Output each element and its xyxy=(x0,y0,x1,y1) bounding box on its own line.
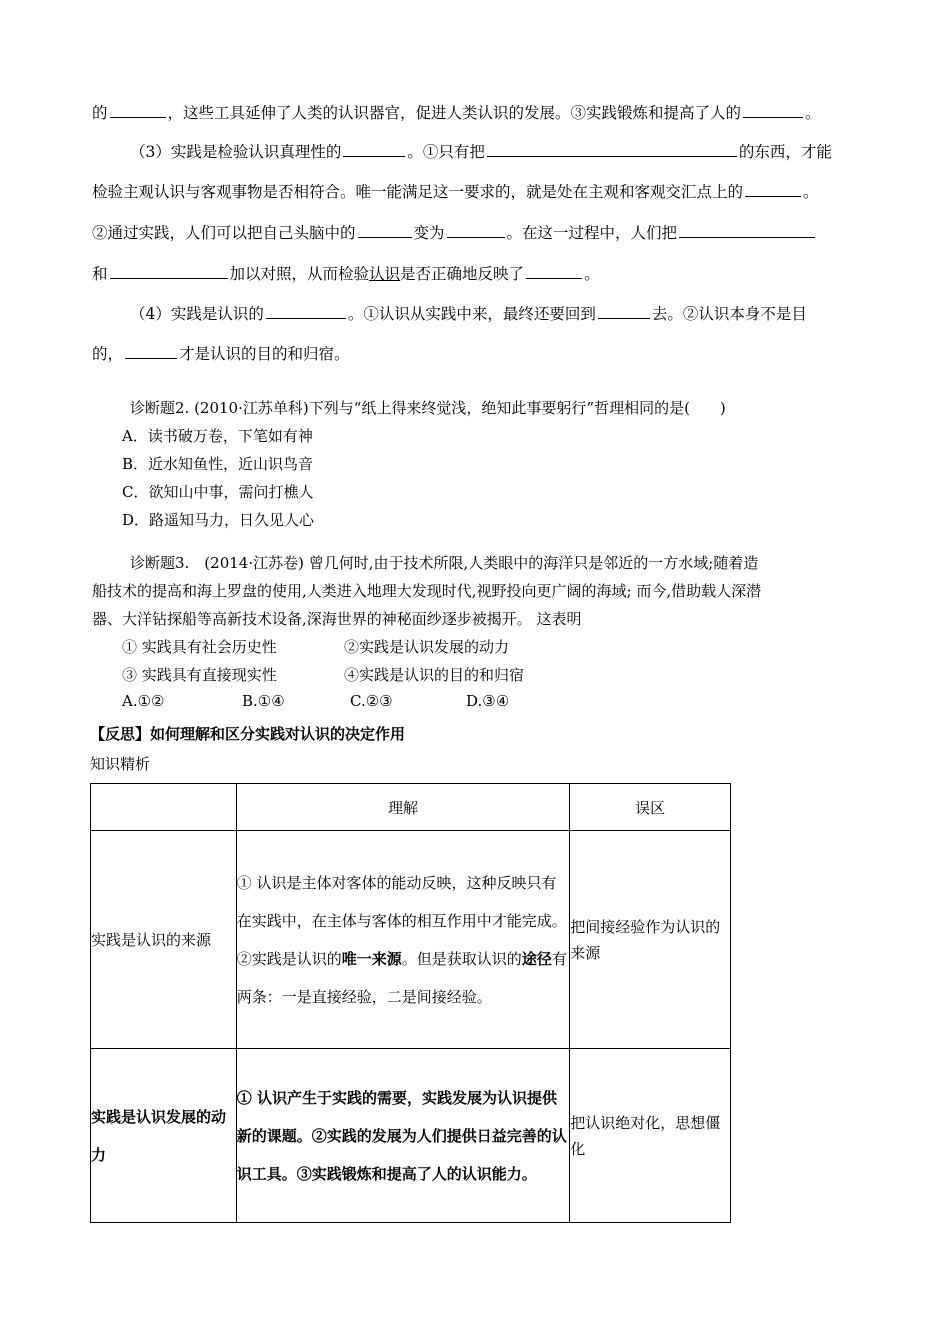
text-run: 去。②认识本身不是目 xyxy=(651,305,807,323)
question3-stem-line1: 诊断题3. (2014·江苏卷) 曾几何时,由于技术所限,人类眼中的海洋只是邻近的一方水域;随着造 xyxy=(130,554,759,572)
item4-line2 xyxy=(92,342,350,364)
fill-blank[interactable] xyxy=(447,222,505,238)
fill-blank[interactable] xyxy=(343,141,405,157)
row-title-cell: 实践是认识的来源 xyxy=(91,831,237,1049)
text-run: 的东西，才能 xyxy=(738,143,832,161)
text-run: 。 xyxy=(805,104,821,122)
item4-line1 xyxy=(130,302,807,324)
table-header-cell xyxy=(91,784,237,831)
text-run: 的 xyxy=(92,104,108,122)
question3-choice-c[interactable]: C.②③ xyxy=(350,692,393,710)
reflection-label: 【反思】 xyxy=(90,725,151,743)
fill-blank[interactable] xyxy=(487,141,737,157)
question3-choice-d[interactable]: D.③④ xyxy=(466,692,510,710)
fill-blank[interactable] xyxy=(110,263,228,279)
text-run: 加以对照，从而检验 xyxy=(229,265,370,283)
knowledge-title: 知识精析 xyxy=(90,755,151,773)
item3-line3 xyxy=(92,221,817,243)
text-run: 。在这一过程中，人们把 xyxy=(506,224,678,242)
question2-option-a[interactable]: A．读书破万卷，下笔如有神 xyxy=(122,427,313,445)
question3-stem-line3: 器、大洋钻探船等高新技术设备,深海世界的神秘面纱逐步被揭开。 这表明 xyxy=(92,610,582,628)
misconception-cell: 把间接经验作为认识的来源 xyxy=(570,831,731,1049)
table-header-row xyxy=(91,784,731,831)
question2-option-c[interactable]: C．欲知山中事，需问打樵人 xyxy=(122,483,314,501)
row-title-cell: 实践是认识发展的动力 xyxy=(91,1049,237,1223)
fill-blank[interactable] xyxy=(266,303,346,319)
table-row xyxy=(91,1049,731,1223)
text-run: 变为 xyxy=(413,224,445,242)
text-run: 。①只有把 xyxy=(407,143,485,161)
understanding-cell: ① 认识产生于实践的需要，实践发展为认识提供新的课题。②实践的发展为人们提供日益完善的认识工具。③实践锻炼和提高了人的认识能力。 xyxy=(236,1049,569,1223)
fill-blank[interactable] xyxy=(598,303,650,319)
continued-paragraph-line xyxy=(92,101,821,123)
text-run: 检验主观认识与客观事物是否相符合。唯一能满足这一要求的，就是处在主观和客观交汇点上的 xyxy=(92,183,744,201)
question3-statement-3: ③ 实践具有直接现实性 xyxy=(122,666,277,684)
item3-line4 xyxy=(92,262,600,284)
reflection-text: 如何理解和区分实践对认识的决定作用 xyxy=(150,725,406,743)
fill-blank[interactable] xyxy=(743,102,803,118)
text-run: 有两条：一是直接经验，二是间接经验。 xyxy=(236,949,567,1006)
question3-stem-line2: 船技术的提高和海上罗盘的使用,人类进入地理大发现时代,视野投向更广阔的海域; 而今,借助载人深潜 xyxy=(92,582,762,600)
question2-option-d[interactable]: D．路遥知马力，日久见人心 xyxy=(122,511,315,529)
text-run: 。但是获取认识的 xyxy=(401,949,522,968)
question2-option-b[interactable]: B．近水知鱼性，近山识鸟音 xyxy=(122,455,314,473)
reflection-heading xyxy=(90,723,405,744)
fill-blank[interactable] xyxy=(679,222,815,238)
text-run: 是否正确地反映了 xyxy=(400,265,525,283)
underlined-word: 认识 xyxy=(369,265,401,283)
misconception-cell: 把认识绝对化，思想僵化 xyxy=(570,1049,731,1223)
text-run: 。①认识从实践中来，最终还要回到 xyxy=(347,305,596,323)
question3-statement-1: ① 实践具有社会历史性 xyxy=(122,638,277,656)
table-header-cell: 误区 xyxy=(570,784,731,831)
question2-stem: 诊断题2. (2010·江苏单科)下列与“纸上得来终觉浅，绝知此事要躬行”哲理相同的是( ) xyxy=(130,399,726,417)
question3-choice-a[interactable]: A.①② xyxy=(122,692,165,710)
item3-line1 xyxy=(130,140,832,162)
text-run: 。 xyxy=(584,265,600,283)
text-run: （4）实践是认识的 xyxy=(130,305,264,323)
bold-term: 途径 xyxy=(521,949,552,968)
table-header-cell: 理解 xyxy=(236,784,569,831)
text-run: 。 xyxy=(803,183,819,201)
fill-blank[interactable] xyxy=(358,222,412,238)
understanding-cell xyxy=(236,831,569,1049)
fill-blank[interactable] xyxy=(745,181,801,197)
text-run: 和 xyxy=(92,265,108,283)
table-row xyxy=(91,831,731,1049)
fill-blank[interactable] xyxy=(526,263,582,279)
fill-blank[interactable] xyxy=(125,343,177,359)
bold-term: 唯一来源 xyxy=(341,949,402,968)
text-run: ① 认识是主体对客体的能动反映，这种反映只有在实践中，在主体与客体的相互作用中才能完成。②实践是认识的 xyxy=(236,873,567,968)
text-run: 的， xyxy=(92,345,124,363)
question3-statement-4: ④实践是认识的目的和归宿 xyxy=(344,666,525,684)
text-run: （3）实践是检验认识真理性的 xyxy=(130,143,342,161)
item3-line2 xyxy=(92,180,819,202)
fill-blank[interactable] xyxy=(110,102,166,118)
question3-statement-2: ②实践是认识发展的动力 xyxy=(344,638,510,656)
text-run: ，这些工具延伸了人类的认识器官，促进人类认识的发展。③实践锻炼和提高了人的 xyxy=(167,104,742,122)
text-run: ②通过实践，人们可以把自己头脑中的 xyxy=(92,224,356,242)
question3-choice-b[interactable]: B.①④ xyxy=(242,692,285,710)
knowledge-table xyxy=(90,783,731,1223)
text-run: 才是认识的目的和归宿。 xyxy=(179,345,350,363)
